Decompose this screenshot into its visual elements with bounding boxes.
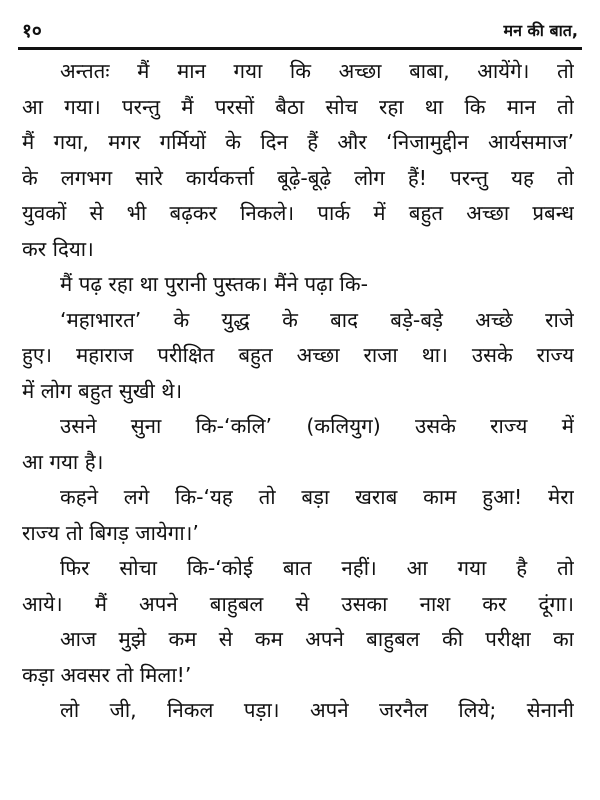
- page-header: [22, 14, 578, 44]
- text-line: आये। मैं अपने बाहुबल से उसका नाश कर दूंगा।: [22, 591, 574, 616]
- text-line: मैं पढ़ रहा था पुरानी पुस्तक। मैंने पढ़ा कि-: [60, 272, 368, 296]
- text-line: के लगभग सारे कार्यकर्त्ता बूढ़े-बूढ़े लोग हैं! परन्तु यह तो: [22, 165, 574, 190]
- text-line: उसने सुना कि-‘कलि’ (कलियुग) उसके राज्य में: [60, 414, 574, 438]
- text-line: राज्य तो बिगड़ जायेगा।’: [22, 520, 199, 545]
- text-line: फिर सोचा कि-‘कोई बात नहीं। आ गया है तो: [60, 556, 574, 580]
- page-number: १०: [22, 20, 42, 42]
- text-line: ‘महाभारत’ के युद्ध के बाद बड़े-बड़े अच्छे राजे: [60, 307, 574, 332]
- text-line: अन्ततः मैं मान गया कि अच्छा बाबा, आयेंगे। तो: [60, 59, 574, 83]
- text-line: मैं गया, मगर गर्मियों के दिन हैं और ‘निजामुद्दीन आर्यसमाज’: [22, 130, 574, 154]
- text-line: लो जी, निकल पड़ा। अपने जरनैल लिये; सेनानी: [60, 698, 574, 722]
- text-line: में लोग बहुत सुखी थे।: [22, 378, 183, 403]
- text-line: कड़ा अवसर तो मिला!’: [22, 662, 192, 687]
- header-rule: [18, 47, 582, 50]
- text-line: युवकों से भी बढ़कर निकले। पार्क में बहुत अच्छा प्रबन्ध: [22, 201, 574, 225]
- text-line: हुए। महाराज परीक्षित बहुत अच्छा राजा था। उसके राज्य: [22, 343, 574, 367]
- text-line: कर दिया।: [22, 236, 94, 261]
- text-line: आ गया है।: [22, 449, 104, 474]
- text-line: आज मुझे कम से कम अपने बाहुबल की परीक्षा का: [60, 627, 574, 651]
- text-line: आ गया। परन्तु मैं परसों बैठा सोच रहा था कि मान तो: [22, 94, 574, 119]
- running-head: मन की बात,: [503, 21, 578, 40]
- text-line: कहने लगे कि-‘यह तो बड़ा खराब काम हुआ! मेरा: [60, 485, 574, 509]
- body-text: [22, 54, 574, 729]
